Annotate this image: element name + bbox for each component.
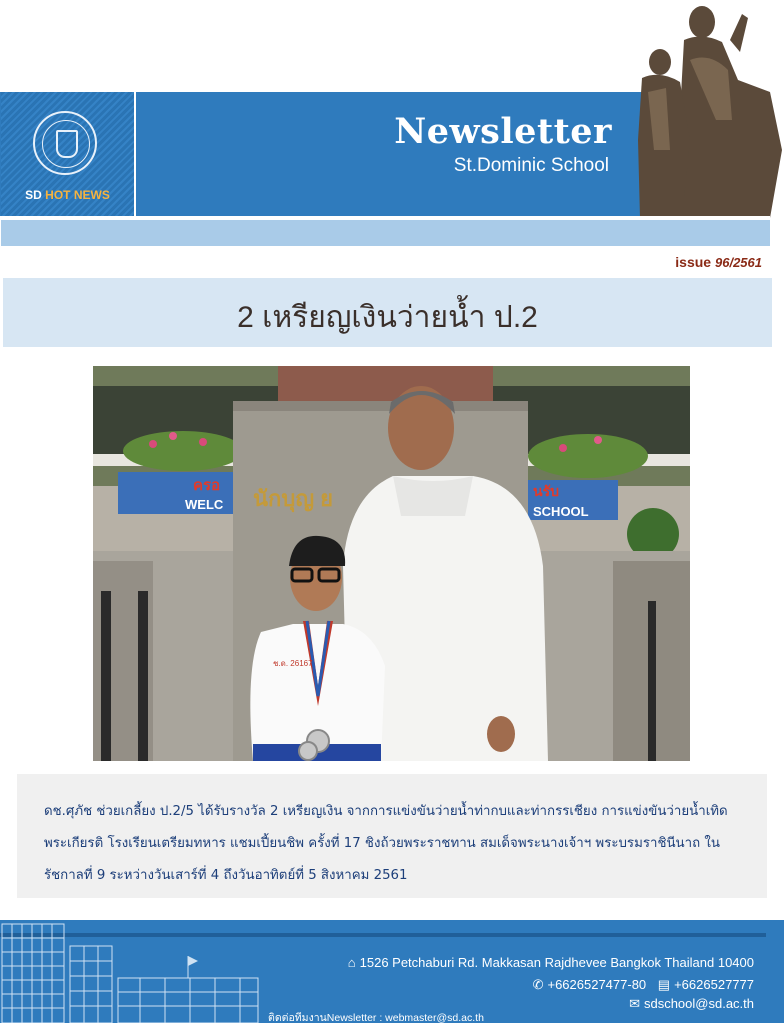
photo-stone-text: นักบุญ ย bbox=[253, 486, 334, 511]
hot-news-badge: SD HOT NEWS bbox=[25, 188, 110, 202]
school-building-icon bbox=[0, 916, 270, 1023]
photo-banner-left-1: ครอ bbox=[193, 477, 221, 494]
footer-contact[interactable]: ติดต่อทีมงานNewsletter : webmaster@sd.ac.th bbox=[268, 1012, 484, 1024]
caption-text: ดช.ศุภัช ช่วยเกลี้ยง ป.2/5 ได้รับรางวัล 2 เหรียญเงิน จากการแข่งขันว่ายน้ำท่ากบและท่ากรรเชียง การแข่งขันว่ายน้ำเทิดพระเกียรติ โรงเรียนเตรียมทหาร แชมเปี้ยนชิพ ครั้งที่ 17 ชิงถ้วยพระราชทาน สมเด็จพระนางเจ้าฯ พระบรมราชินีนาถ ในรัชกาลที่ 9 ระหว่างวันเสาร์ที่ 4 ถึงวันอาทิตย์ที่ 5 สิงหาคม 2561 bbox=[44, 804, 728, 883]
mail-icon: ✉ bbox=[629, 996, 640, 1011]
header-sub-band bbox=[1, 220, 770, 246]
caption-box bbox=[17, 774, 767, 898]
newsletter-title: Newsletter bbox=[394, 111, 612, 152]
fax-icon: ▤ bbox=[657, 977, 671, 992]
home-icon: ⌂ bbox=[347, 955, 356, 970]
footer-address: ⌂ 1526 Petchaburi Rd. Makkasan Rajdhevee Bangkok Thailand 10400 bbox=[347, 955, 754, 970]
statue-image bbox=[620, 0, 784, 218]
photo-banner-left-2: WELC bbox=[185, 497, 224, 512]
photo-banner-right-1: นรับ bbox=[533, 483, 559, 499]
phone-icon: ✆ bbox=[532, 977, 544, 992]
school-name: St.Dominic School bbox=[453, 155, 609, 176]
photo-shirt-text: ช.ด. 26167 bbox=[273, 659, 313, 668]
logo-panel bbox=[1, 92, 136, 216]
school-seal-icon bbox=[33, 111, 97, 175]
headline: 2 เหรียญเงินว่ายน้ำ ป.2 bbox=[237, 301, 538, 334]
photo-banner-right-2: SCHOOL bbox=[533, 504, 589, 519]
news-photo bbox=[93, 366, 690, 761]
footer-phone: ✆ +6626527477-80 ▤ +6626527777 bbox=[532, 977, 754, 992]
issue-number: issue 96/2561 bbox=[675, 254, 762, 270]
footer-email[interactable]: ✉ sdschool@sd.ac.th bbox=[629, 996, 754, 1011]
headline-box bbox=[3, 278, 772, 347]
